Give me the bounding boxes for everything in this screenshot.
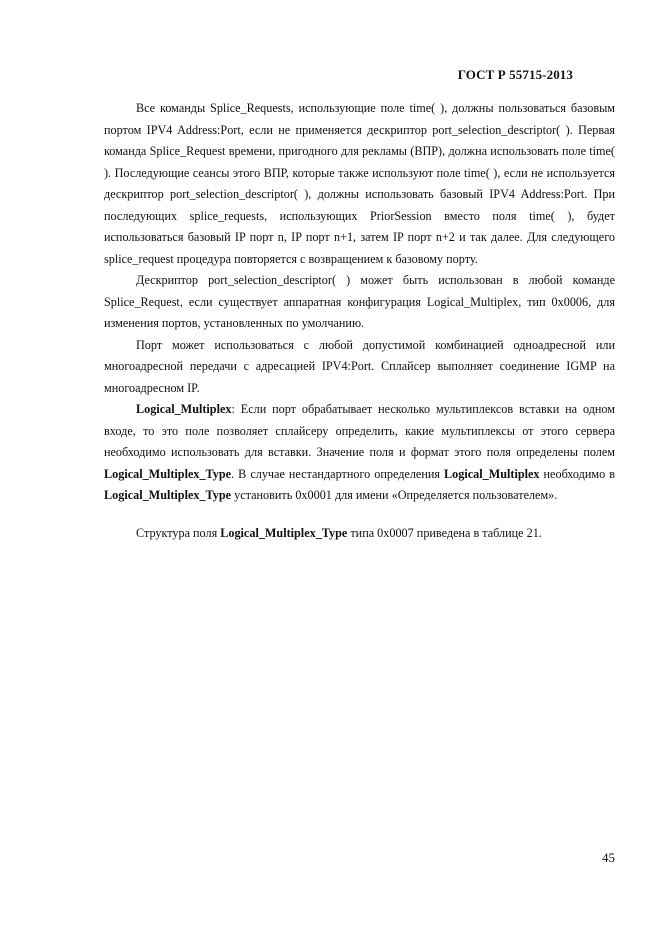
paragraph-splice-requests: Все команды Splice_Requests, использующие поле time( ), должны пользоваться базовым портом IPV4 Address:Port, если не применяется дескриптор port_selection_descriptor( ). Первая команда Splice_Request времени, пригодного для рекламы (ВПР), должна использовать поле time( ). Последующие сеансы этого ВПР, которые также используют поле time( ), если не используется дескриптор port_selection_descriptor( ), должны использовать базовый IPV4 Address:Port. При последующих splice_requests, использующих PriorSession вместо поля time( ), будет использоваться базовый IP порт n, IP порт n+1, затем IP порт n+2 и так далее. Для следующего splice_request процедура повторяется с возвращением к базовому порту. [104,101,615,266]
paragraph-text: . В случае нестандартного определения [231,466,445,481]
paragraph-text: Структура поля [136,525,221,540]
term-logical-multiplex: Logical_Multiplex [136,402,232,416]
page-number: 45 [602,850,615,865]
term-logical-multiplex: Logical_Multiplex [444,466,540,481]
paragraph-text: установить 0x0001 для имени «Определяется пользователем». [231,488,558,502]
term-logical-multiplex-type: Logical_Multiplex_Type [104,488,232,502]
paragraph-port-usage: Порт может использоваться с любой допустимой комбинацией одноадресной или многоадресной передачи с адресацией IPV4:Port. Сплайсер выполняет соединение IGMP на многоадресном IP. [104,337,615,395]
paragraph-text: типа 0x0007 приведена в таблице 21. [347,525,542,540]
term-logical-multiplex-type: Logical_Multiplex_Type [104,466,232,481]
paragraph-text: : Если порт обрабатывает несколько мультиплексов вставки на одном входе, то это поле позволяет сплайсеру определить, какие мультиплексы от этого сервера необходимо использовать для вставки. Значение поля и формат этого поля определены полем [104,402,615,459]
document-body [104,98,615,544]
term-logical-multiplex-type: Logical_Multiplex_Type [220,525,348,540]
paragraph-text: необходимо в [539,466,615,481]
paragraph-logical-multiplex [104,399,615,507]
paragraph-port-selection-descriptor: Дескриптор port_selection_descriptor( ) может быть использован в любой команде Splice_Request, если существует аппаратная конфигурация Logical_Multiplex, тип 0x0006, для изменения портов, установленных по умолчанию. [104,273,615,330]
paragraph-table-reference [104,523,615,545]
document-standard-id: ГОСТ Р 55715-2013 [457,67,573,82]
